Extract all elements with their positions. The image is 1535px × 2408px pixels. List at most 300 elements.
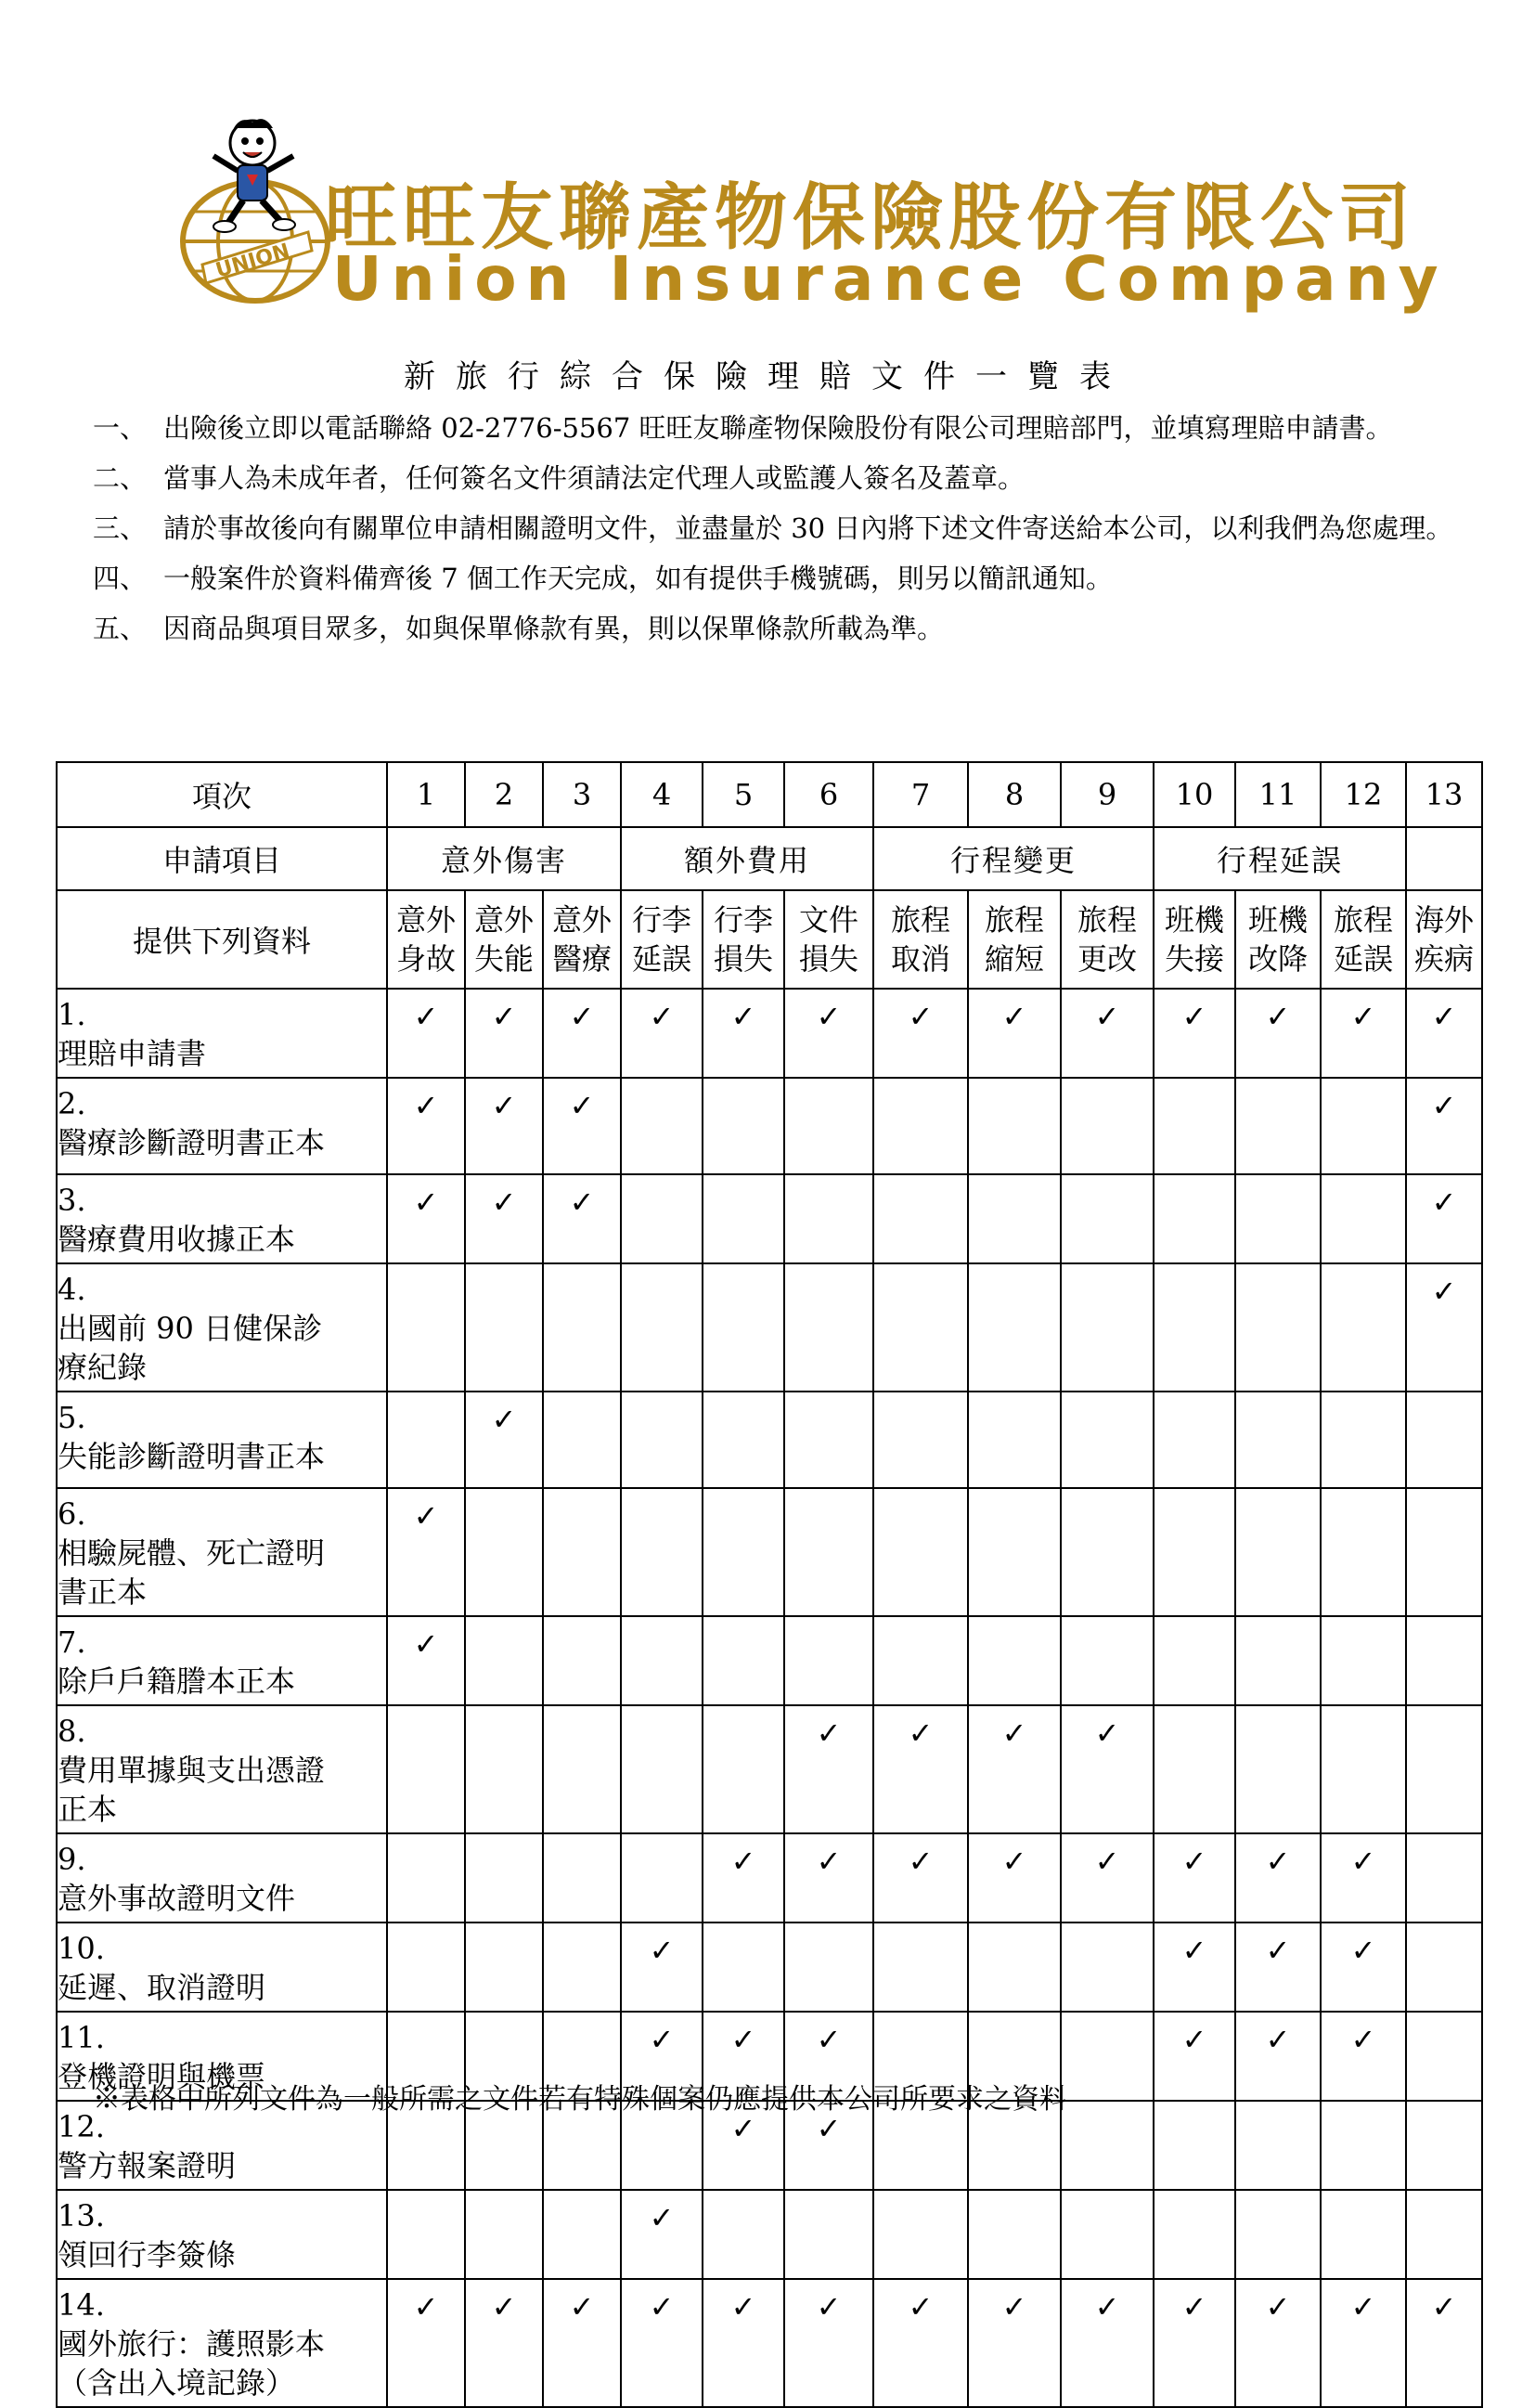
empty-cell bbox=[1321, 1705, 1406, 1833]
item-number: 1 bbox=[387, 762, 465, 827]
empty-cell bbox=[387, 1392, 465, 1488]
empty-cell bbox=[968, 2190, 1061, 2279]
check-mark-icon: ✓ bbox=[543, 1174, 621, 1263]
subitem-header bbox=[1321, 890, 1406, 989]
check-mark-icon: ✓ bbox=[1321, 1923, 1406, 2012]
check-mark-icon: ✓ bbox=[387, 1616, 465, 1705]
subitem-header bbox=[1154, 890, 1235, 989]
check-mark-icon: ✓ bbox=[1235, 1833, 1321, 1923]
subitem-line: 損失 bbox=[798, 941, 858, 977]
empty-cell bbox=[465, 2190, 543, 2279]
empty-cell bbox=[543, 1705, 621, 1833]
check-mark-icon: ✓ bbox=[784, 1705, 873, 1833]
check-mark-icon: ✓ bbox=[784, 989, 873, 1078]
document-name: 費用單據與支出憑證正本 bbox=[58, 1753, 326, 1827]
check-mark-icon: ✓ bbox=[873, 2279, 968, 2407]
empty-cell bbox=[621, 1078, 703, 1174]
check-mark-icon: ✓ bbox=[465, 2279, 543, 2407]
check-mark-icon: ✓ bbox=[968, 989, 1061, 1078]
item-number: 10 bbox=[1154, 762, 1235, 827]
subitem-header bbox=[621, 890, 703, 989]
subitem-line: 損失 bbox=[713, 941, 773, 977]
check-mark-icon: ✓ bbox=[543, 2279, 621, 2407]
check-mark-icon: ✓ bbox=[465, 1174, 543, 1263]
empty-cell bbox=[1235, 1392, 1321, 1488]
subitem-line: 意外 bbox=[473, 902, 534, 938]
empty-cell bbox=[543, 1923, 621, 2012]
empty-cell bbox=[873, 1078, 968, 1174]
footnote: ※表格中所列文件為一般所需之文件若有特殊個案仍應提供本公司所要求之資料 bbox=[93, 2083, 1067, 2116]
instruction-item bbox=[93, 509, 1466, 548]
subitem-line: 失能 bbox=[473, 941, 534, 977]
empty-cell bbox=[1235, 1488, 1321, 1616]
document-name-cell bbox=[57, 1833, 387, 1923]
document-name: 失能診斷證明書正本 bbox=[58, 1439, 326, 1474]
instruction-number: 二、 bbox=[93, 462, 148, 494]
document-number: 7. bbox=[58, 1625, 86, 1660]
empty-cell bbox=[543, 1616, 621, 1705]
document-row bbox=[57, 1174, 1482, 1263]
subitem-row bbox=[57, 890, 1482, 989]
document-name-cell bbox=[57, 1392, 387, 1488]
check-mark-icon: ✓ bbox=[621, 2190, 703, 2279]
check-mark-icon: ✓ bbox=[873, 1705, 968, 1833]
empty-cell bbox=[1406, 1392, 1482, 1488]
category-header: 意外傷害 bbox=[387, 827, 621, 890]
document-number: 8. bbox=[58, 1714, 86, 1749]
subitem-header bbox=[1235, 890, 1321, 989]
check-mark-icon: ✓ bbox=[465, 1078, 543, 1174]
document-name: 出國前 90 日健保診療紀錄 bbox=[58, 1311, 323, 1385]
document-row bbox=[57, 989, 1482, 1078]
subitem-line: 取消 bbox=[890, 941, 950, 977]
category-header bbox=[1406, 827, 1482, 890]
subitem-line: 更改 bbox=[1077, 941, 1137, 977]
document-name: 醫療診斷證明書正本 bbox=[58, 1125, 326, 1160]
check-mark-icon: ✓ bbox=[703, 2279, 784, 2407]
document-number: 2. bbox=[58, 1086, 86, 1121]
document-name: 醫療費用收據正本 bbox=[58, 1222, 296, 1257]
check-mark-icon: ✓ bbox=[784, 2012, 873, 2101]
document-name: 領回行李簽條 bbox=[58, 2237, 237, 2272]
subitem-header bbox=[1406, 890, 1482, 989]
check-mark-icon: ✓ bbox=[1321, 989, 1406, 1078]
union-mascot-logo-icon bbox=[176, 111, 334, 306]
empty-cell bbox=[784, 1392, 873, 1488]
instruction-number: 五、 bbox=[93, 613, 148, 644]
document-name: 延遲、取消證明 bbox=[58, 1970, 266, 2005]
empty-cell bbox=[1406, 1923, 1482, 2012]
document-number: 1. bbox=[58, 997, 86, 1032]
document-name: 意外事故證明文件 bbox=[58, 1881, 296, 1916]
instruction-text: 當事人為未成年者，任何簽名文件須請法定代理人或監護人簽名及蓋章。 bbox=[163, 462, 1025, 494]
item-number: 6 bbox=[784, 762, 873, 827]
subitem-header bbox=[387, 890, 465, 989]
empty-cell bbox=[1235, 1616, 1321, 1705]
empty-cell bbox=[1235, 1705, 1321, 1833]
empty-cell bbox=[784, 1078, 873, 1174]
empty-cell bbox=[703, 1263, 784, 1392]
empty-cell bbox=[1321, 2190, 1406, 2279]
document-row bbox=[57, 1488, 1482, 1616]
empty-cell bbox=[1321, 2101, 1406, 2190]
empty-cell bbox=[703, 1174, 784, 1263]
check-mark-icon: ✓ bbox=[1154, 2012, 1235, 2101]
empty-cell bbox=[703, 2190, 784, 2279]
empty-cell bbox=[1321, 1392, 1406, 1488]
subitem-line: 班機 bbox=[1247, 902, 1308, 938]
document-title: 新旅行綜合保險理賠文件一覽表 bbox=[404, 358, 1131, 395]
empty-cell bbox=[703, 1392, 784, 1488]
subitem-line: 旅程 bbox=[1077, 902, 1137, 938]
empty-cell bbox=[1061, 1078, 1154, 1174]
empty-cell bbox=[1321, 1078, 1406, 1174]
item-number: 11 bbox=[1235, 762, 1321, 827]
empty-cell bbox=[784, 1923, 873, 2012]
check-mark-icon: ✓ bbox=[1154, 989, 1235, 1078]
empty-cell bbox=[1406, 2190, 1482, 2279]
empty-cell bbox=[873, 1488, 968, 1616]
document-row bbox=[57, 2279, 1482, 2407]
empty-cell bbox=[703, 1705, 784, 1833]
document-name-cell bbox=[57, 2190, 387, 2279]
document-name: 登機證明與機票 bbox=[58, 2059, 266, 2094]
check-mark-icon: ✓ bbox=[1154, 2279, 1235, 2407]
check-mark-icon: ✓ bbox=[1061, 1833, 1154, 1923]
subitem-header bbox=[784, 890, 873, 989]
instruction-text: 一般案件於資料備齊後 7 個工作天完成，如有提供手機號碼，則另以簡訊通知。 bbox=[163, 563, 1113, 594]
empty-cell bbox=[1235, 2190, 1321, 2279]
document-name: 相驗屍體、死亡證明書正本 bbox=[58, 1535, 326, 1610]
empty-cell bbox=[703, 1923, 784, 2012]
empty-cell bbox=[784, 1616, 873, 1705]
empty-cell bbox=[1154, 1488, 1235, 1616]
instruction-text: 出險後立即以電話聯絡 02-2776-5567 旺旺友聯產物保險股份有限公司理賠部門，並填寫理賠申請書。 bbox=[163, 412, 1393, 444]
empty-cell bbox=[1406, 1488, 1482, 1616]
empty-cell bbox=[387, 1923, 465, 2012]
empty-cell bbox=[1235, 1078, 1321, 1174]
empty-cell bbox=[1061, 1923, 1154, 2012]
item-number: 2 bbox=[465, 762, 543, 827]
empty-cell bbox=[968, 1923, 1061, 2012]
subitem-line: 縮短 bbox=[984, 941, 1044, 977]
empty-cell bbox=[1406, 2012, 1482, 2101]
document-row bbox=[57, 1263, 1482, 1392]
item-number-row bbox=[57, 762, 1482, 827]
check-mark-icon: ✓ bbox=[543, 1078, 621, 1174]
empty-cell bbox=[784, 1263, 873, 1392]
empty-cell bbox=[387, 2190, 465, 2279]
document-row bbox=[57, 1392, 1482, 1488]
company-header bbox=[176, 111, 1448, 316]
empty-cell bbox=[387, 1833, 465, 1923]
subitem-line: 旅程 bbox=[984, 902, 1044, 938]
empty-cell bbox=[873, 1923, 968, 2012]
empty-cell bbox=[465, 1833, 543, 1923]
check-mark-icon: ✓ bbox=[1406, 989, 1482, 1078]
check-mark-icon: ✓ bbox=[968, 1705, 1061, 1833]
instruction-number: 四、 bbox=[93, 563, 148, 594]
subitem-line: 行李 bbox=[713, 902, 773, 938]
document-row bbox=[57, 1923, 1482, 2012]
document-row bbox=[57, 1705, 1482, 1833]
document-row bbox=[57, 1078, 1482, 1174]
empty-cell bbox=[968, 1488, 1061, 1616]
subitem-header bbox=[1061, 890, 1154, 989]
document-number: 13. bbox=[58, 2198, 105, 2233]
empty-cell bbox=[543, 1833, 621, 1923]
empty-cell bbox=[1061, 1392, 1154, 1488]
instructions-list bbox=[93, 408, 1466, 659]
subitem-header bbox=[968, 890, 1061, 989]
empty-cell bbox=[873, 1174, 968, 1263]
document-name-cell bbox=[57, 1616, 387, 1705]
subitem-line: 行李 bbox=[631, 902, 691, 938]
empty-cell bbox=[1235, 1263, 1321, 1392]
check-mark-icon: ✓ bbox=[1235, 2012, 1321, 2101]
document-name: 國外旅行：護照影本（含出入境記錄） bbox=[58, 2326, 326, 2401]
check-mark-icon: ✓ bbox=[1235, 1923, 1321, 2012]
empty-cell bbox=[1321, 1263, 1406, 1392]
logo-union-text: UNION bbox=[213, 240, 293, 283]
empty-cell bbox=[1235, 1174, 1321, 1263]
document-number: 6. bbox=[58, 1496, 86, 1532]
check-mark-icon: ✓ bbox=[703, 1833, 784, 1923]
row-label-docs: 提供下列資料 bbox=[57, 890, 387, 989]
item-number: 9 bbox=[1061, 762, 1154, 827]
empty-cell bbox=[1061, 2012, 1154, 2101]
check-mark-icon: ✓ bbox=[1406, 1263, 1482, 1392]
check-mark-icon: ✓ bbox=[621, 2279, 703, 2407]
empty-cell bbox=[543, 1488, 621, 1616]
document-row bbox=[57, 2190, 1482, 2279]
instruction-item bbox=[93, 609, 1466, 648]
row-label-item: 項次 bbox=[57, 762, 387, 827]
check-mark-icon: ✓ bbox=[968, 1833, 1061, 1923]
check-mark-icon: ✓ bbox=[784, 2279, 873, 2407]
check-mark-icon: ✓ bbox=[1406, 1174, 1482, 1263]
category-header: 行程變更 bbox=[873, 827, 1154, 890]
empty-cell bbox=[784, 2190, 873, 2279]
empty-cell bbox=[873, 1392, 968, 1488]
check-mark-icon: ✓ bbox=[1406, 2279, 1482, 2407]
item-number: 5 bbox=[703, 762, 784, 827]
empty-cell bbox=[621, 1488, 703, 1616]
row-label-category: 申請項目 bbox=[57, 827, 387, 890]
document-name-cell bbox=[57, 1263, 387, 1392]
check-mark-icon: ✓ bbox=[621, 2012, 703, 2101]
document-number: 5. bbox=[58, 1400, 86, 1435]
check-mark-icon: ✓ bbox=[465, 1392, 543, 1488]
check-mark-icon: ✓ bbox=[1235, 989, 1321, 1078]
instruction-text: 因商品與項目眾多，如與保單條款有異，則以保單條款所載為準。 bbox=[163, 613, 945, 644]
document-row bbox=[57, 1833, 1482, 1923]
check-mark-icon: ✓ bbox=[1061, 989, 1154, 1078]
empty-cell bbox=[1154, 1263, 1235, 1392]
check-mark-icon: ✓ bbox=[621, 1923, 703, 2012]
empty-cell bbox=[621, 1392, 703, 1488]
company-name-en: Union Insurance Company bbox=[332, 243, 1448, 315]
empty-cell bbox=[873, 1616, 968, 1705]
empty-cell bbox=[703, 1488, 784, 1616]
check-mark-icon: ✓ bbox=[703, 2012, 784, 2101]
subitem-line: 班機 bbox=[1164, 902, 1224, 938]
check-mark-icon: ✓ bbox=[1061, 1705, 1154, 1833]
document-name-cell bbox=[57, 1705, 387, 1833]
empty-cell bbox=[968, 1392, 1061, 1488]
subitem-line: 延誤 bbox=[1333, 941, 1393, 977]
document-name-cell bbox=[57, 1078, 387, 1174]
document-number: 9. bbox=[58, 1842, 86, 1877]
check-mark-icon: ✓ bbox=[1061, 2279, 1154, 2407]
check-mark-icon: ✓ bbox=[873, 989, 968, 1078]
claim-documents-table bbox=[56, 761, 1483, 2408]
instruction-text: 請於事故後向有關單位申請相關證明文件，並盡量於 30 日內將下述文件寄送給本公司，以利我們為您處理。 bbox=[163, 512, 1453, 544]
item-number: 12 bbox=[1321, 762, 1406, 827]
category-header: 額外費用 bbox=[621, 827, 873, 890]
instruction-number: 一、 bbox=[93, 412, 148, 444]
document-number: 11. bbox=[58, 2020, 105, 2055]
empty-cell bbox=[621, 1263, 703, 1392]
instruction-number: 三、 bbox=[93, 512, 148, 544]
check-mark-icon: ✓ bbox=[387, 1174, 465, 1263]
check-mark-icon: ✓ bbox=[543, 989, 621, 1078]
document-number: 3. bbox=[58, 1183, 86, 1218]
document-name-cell bbox=[57, 1174, 387, 1263]
subitem-line: 意外 bbox=[551, 902, 612, 938]
empty-cell bbox=[968, 1616, 1061, 1705]
empty-cell bbox=[465, 1923, 543, 2012]
company-name-zh: 旺旺友聯產物保險股份有限公司 bbox=[325, 176, 1417, 260]
item-number: 7 bbox=[873, 762, 968, 827]
subitem-line: 延誤 bbox=[631, 941, 691, 977]
empty-cell bbox=[1154, 2190, 1235, 2279]
empty-cell bbox=[784, 1174, 873, 1263]
document-name-cell bbox=[57, 2279, 387, 2407]
empty-cell bbox=[465, 1488, 543, 1616]
subitem-line: 改降 bbox=[1247, 941, 1308, 977]
check-mark-icon: ✓ bbox=[387, 2279, 465, 2407]
subitem-header bbox=[703, 890, 784, 989]
empty-cell bbox=[1061, 1174, 1154, 1263]
document-row bbox=[57, 1616, 1482, 1705]
check-mark-icon: ✓ bbox=[873, 1833, 968, 1923]
document-name-cell bbox=[57, 989, 387, 1078]
subitem-line: 意外 bbox=[395, 902, 456, 938]
empty-cell bbox=[968, 1263, 1061, 1392]
empty-cell bbox=[1061, 2190, 1154, 2279]
document-number: 12. bbox=[58, 2109, 105, 2144]
check-mark-icon: ✓ bbox=[1321, 2279, 1406, 2407]
empty-cell bbox=[621, 1174, 703, 1263]
empty-cell bbox=[543, 1263, 621, 1392]
subitem-line: 旅程 bbox=[1333, 902, 1393, 938]
empty-cell bbox=[873, 2190, 968, 2279]
empty-cell bbox=[621, 1705, 703, 1833]
empty-cell bbox=[703, 1616, 784, 1705]
item-number: 13 bbox=[1406, 762, 1482, 827]
empty-cell bbox=[1061, 1616, 1154, 1705]
item-number: 8 bbox=[968, 762, 1061, 827]
empty-cell bbox=[621, 1616, 703, 1705]
empty-cell bbox=[387, 1263, 465, 1392]
empty-cell bbox=[703, 1078, 784, 1174]
empty-cell bbox=[1321, 1174, 1406, 1263]
empty-cell bbox=[1235, 2101, 1321, 2190]
check-mark-icon: ✓ bbox=[1235, 2279, 1321, 2407]
document-name: 理賠申請書 bbox=[58, 1036, 207, 1071]
document-number: 10. bbox=[58, 1931, 105, 1966]
instruction-item bbox=[93, 408, 1466, 447]
empty-cell bbox=[1154, 1174, 1235, 1263]
empty-cell bbox=[621, 1833, 703, 1923]
empty-cell bbox=[1154, 1078, 1235, 1174]
empty-cell bbox=[543, 1392, 621, 1488]
empty-cell bbox=[1154, 2101, 1235, 2190]
subitem-line: 失接 bbox=[1164, 941, 1224, 977]
check-mark-icon: ✓ bbox=[968, 2279, 1061, 2407]
empty-cell bbox=[1154, 1705, 1235, 1833]
check-mark-icon: ✓ bbox=[703, 2101, 784, 2190]
check-mark-icon: ✓ bbox=[621, 989, 703, 1078]
document-name-cell bbox=[57, 1923, 387, 2012]
check-mark-icon: ✓ bbox=[1154, 1923, 1235, 2012]
check-mark-icon: ✓ bbox=[1154, 1833, 1235, 1923]
instruction-item bbox=[93, 559, 1466, 598]
category-row bbox=[57, 827, 1482, 890]
empty-cell bbox=[387, 1705, 465, 1833]
empty-cell bbox=[1061, 1263, 1154, 1392]
subitem-line: 文件 bbox=[798, 902, 858, 938]
check-mark-icon: ✓ bbox=[784, 2101, 873, 2190]
check-mark-icon: ✓ bbox=[387, 1078, 465, 1174]
check-mark-icon: ✓ bbox=[1406, 1078, 1482, 1174]
document-number: 4. bbox=[58, 1272, 86, 1307]
empty-cell bbox=[968, 1174, 1061, 1263]
subitem-header bbox=[465, 890, 543, 989]
empty-cell bbox=[784, 1488, 873, 1616]
check-mark-icon: ✓ bbox=[1321, 2012, 1406, 2101]
empty-cell bbox=[1406, 1616, 1482, 1705]
empty-cell bbox=[873, 1263, 968, 1392]
empty-cell bbox=[465, 1616, 543, 1705]
empty-cell bbox=[1321, 1616, 1406, 1705]
empty-cell bbox=[1321, 1488, 1406, 1616]
check-mark-icon: ✓ bbox=[387, 1488, 465, 1616]
document-name-cell bbox=[57, 1488, 387, 1616]
empty-cell bbox=[465, 1263, 543, 1392]
check-mark-icon: ✓ bbox=[465, 989, 543, 1078]
subitem-line: 醫療 bbox=[551, 941, 612, 977]
empty-cell bbox=[1154, 1392, 1235, 1488]
subitem-line: 身故 bbox=[395, 941, 456, 977]
check-mark-icon: ✓ bbox=[784, 1833, 873, 1923]
empty-cell bbox=[543, 2190, 621, 2279]
empty-cell bbox=[1406, 2101, 1482, 2190]
document-number: 14. bbox=[58, 2287, 105, 2323]
empty-cell bbox=[1061, 1488, 1154, 1616]
empty-cell bbox=[1406, 1705, 1482, 1833]
document-name: 除戶戶籍謄本正本 bbox=[58, 1664, 296, 1699]
category-header: 行程延誤 bbox=[1154, 827, 1406, 890]
check-mark-icon: ✓ bbox=[703, 989, 784, 1078]
empty-cell bbox=[465, 1705, 543, 1833]
subitem-line: 海外 bbox=[1413, 902, 1474, 938]
item-number: 4 bbox=[621, 762, 703, 827]
subitem-header bbox=[873, 890, 968, 989]
empty-cell bbox=[1154, 1616, 1235, 1705]
check-mark-icon: ✓ bbox=[387, 989, 465, 1078]
